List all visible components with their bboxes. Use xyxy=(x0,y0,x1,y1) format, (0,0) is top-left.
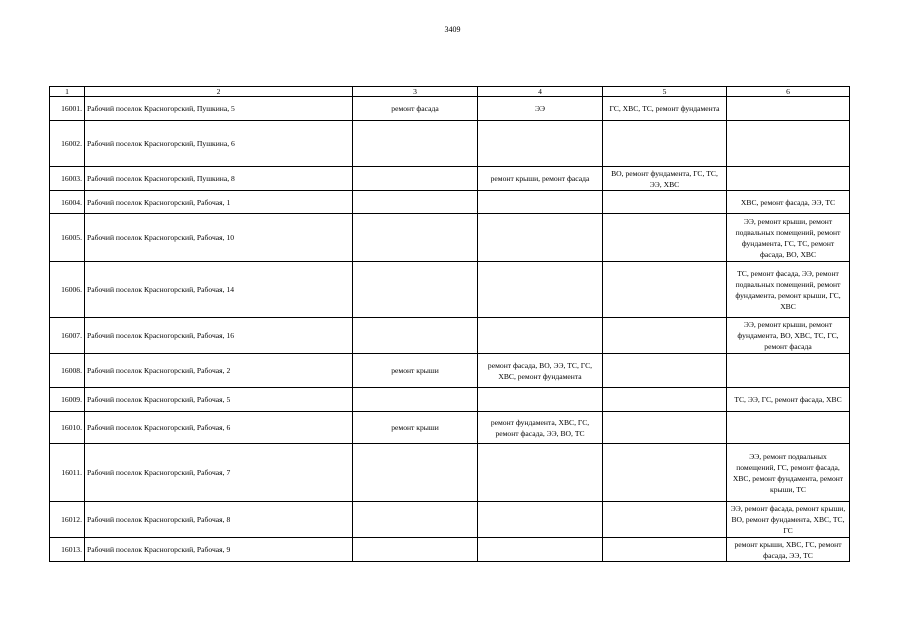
row-col-3 xyxy=(353,538,478,562)
row-col-3: ремонт фасада xyxy=(353,97,478,121)
header-col-4: 4 xyxy=(478,87,603,97)
row-number: 16007. xyxy=(50,318,85,354)
row-col-4 xyxy=(478,502,603,538)
row-col-4: ремонт крыши, ремонт фасада xyxy=(478,167,603,191)
row-number: 16010. xyxy=(50,412,85,444)
row-col-6: ЭЭ, ремонт крыши, ремонт фундамента, ВО, ХВС, ТС, ГС, ремонт фасада xyxy=(727,318,850,354)
table-row xyxy=(50,444,850,502)
table-row xyxy=(50,121,850,167)
row-col-5 xyxy=(603,388,727,412)
row-col-3 xyxy=(353,502,478,538)
row-address: Рабочий поселок Красногорский, Рабочая, 1 xyxy=(85,191,353,214)
row-col-4: ЭЭ xyxy=(478,97,603,121)
row-col-4 xyxy=(478,214,603,262)
row-col-4 xyxy=(478,121,603,167)
table-row xyxy=(50,262,850,318)
row-col-6: ЭЭ, ремонт подвальных помещений, ГС, ремонт фасада, ХВС, ремонт фундамента, ремонт крыши, ТС xyxy=(727,444,850,502)
row-col-3 xyxy=(353,318,478,354)
table-row xyxy=(50,502,850,538)
row-col-3 xyxy=(353,214,478,262)
table-row xyxy=(50,97,850,121)
row-col-6: ЭЭ, ремонт крыши, ремонт подвальных помещений, ремонт фундамента, ГС, ТС, ремонт фасада, ВО, ХВС xyxy=(727,214,850,262)
table-row xyxy=(50,191,850,214)
row-col-5 xyxy=(603,214,727,262)
row-col-6: ТС, ремонт фасада, ЭЭ, ремонт подвальных помещений, ремонт фундамента, ремонт крыши, ГС, ХВС xyxy=(727,262,850,318)
repair-table xyxy=(49,86,850,562)
row-col-6: ремонт крыши, ХВС, ГС, ремонт фасада, ЭЭ, ТС xyxy=(727,538,850,562)
row-number: 16009. xyxy=(50,388,85,412)
row-col-3 xyxy=(353,191,478,214)
row-col-5 xyxy=(603,121,727,167)
row-col-5 xyxy=(603,318,727,354)
row-col-3 xyxy=(353,388,478,412)
row-number: 16012. xyxy=(50,502,85,538)
row-col-6: ЭЭ, ремонт фасада, ремонт крыши, ВО, ремонт фундамента, ХВС, ТС, ГС xyxy=(727,502,850,538)
row-col-4 xyxy=(478,262,603,318)
row-address: Рабочий поселок Красногорский, Рабочая, 10 xyxy=(85,214,353,262)
table-row xyxy=(50,167,850,191)
row-col-4: ремонт фасада, ВО, ЭЭ, ТС, ГС, ХВС, ремонт фундамента xyxy=(478,354,603,388)
row-number: 16013. xyxy=(50,538,85,562)
row-address: Рабочий поселок Красногорский, Пушкина, 8 xyxy=(85,167,353,191)
row-number: 16003. xyxy=(50,167,85,191)
row-number: 16011. xyxy=(50,444,85,502)
header-col-1: 1 xyxy=(50,87,85,97)
table-row xyxy=(50,538,850,562)
row-address: Рабочий поселок Красногорский, Рабочая, 5 xyxy=(85,388,353,412)
row-col-6: ТС, ЭЭ, ГС, ремонт фасада, ХВС xyxy=(727,388,850,412)
row-col-5: ГС, ХВС, ТС, ремонт фундамента xyxy=(603,97,727,121)
row-col-6: ХВС, ремонт фасада, ЭЭ, ТС xyxy=(727,191,850,214)
row-col-6 xyxy=(727,121,850,167)
row-address: Рабочий поселок Красногорский, Рабочая, 8 xyxy=(85,502,353,538)
row-address: Рабочий поселок Красногорский, Рабочая, 14 xyxy=(85,262,353,318)
row-col-6 xyxy=(727,167,850,191)
table-row xyxy=(50,412,850,444)
row-col-5 xyxy=(603,191,727,214)
row-col-5: ВО, ремонт фундамента, ГС, ТС, ЭЭ, ХВС xyxy=(603,167,727,191)
row-address: Рабочий поселок Красногорский, Рабочая, 6 xyxy=(85,412,353,444)
row-number: 16005. xyxy=(50,214,85,262)
row-col-3: ремонт крыши xyxy=(353,412,478,444)
row-col-4 xyxy=(478,388,603,412)
page-number: 3409 xyxy=(444,25,461,34)
row-col-4 xyxy=(478,538,603,562)
row-address: Рабочий поселок Красногорский, Пушкина, 6 xyxy=(85,121,353,167)
row-number: 16006. xyxy=(50,262,85,318)
row-col-4: ремонт фундамента, ХВС, ГС, ремонт фасада, ЭЭ, ВО, ТС xyxy=(478,412,603,444)
row-col-4 xyxy=(478,191,603,214)
row-col-4 xyxy=(478,444,603,502)
row-col-5 xyxy=(603,412,727,444)
row-address: Рабочий поселок Красногорский, Рабочая, 2 xyxy=(85,354,353,388)
row-col-6 xyxy=(727,97,850,121)
row-col-5 xyxy=(603,354,727,388)
row-address: Рабочий поселок Красногорский, Рабочая, 7 xyxy=(85,444,353,502)
row-address: Рабочий поселок Красногорский, Рабочая, 9 xyxy=(85,538,353,562)
row-col-3: ремонт крыши xyxy=(353,354,478,388)
header-col-5: 5 xyxy=(603,87,727,97)
row-address: Рабочий поселок Красногорский, Пушкина, 5 xyxy=(85,97,353,121)
row-col-5 xyxy=(603,502,727,538)
row-col-5 xyxy=(603,538,727,562)
row-number: 16004. xyxy=(50,191,85,214)
row-col-6 xyxy=(727,412,850,444)
row-col-6 xyxy=(727,354,850,388)
table-row xyxy=(50,354,850,388)
row-col-3 xyxy=(353,121,478,167)
row-col-3 xyxy=(353,444,478,502)
table-row xyxy=(50,214,850,262)
table-row xyxy=(50,388,850,412)
row-col-3 xyxy=(353,262,478,318)
row-number: 16008. xyxy=(50,354,85,388)
row-address: Рабочий поселок Красногорский, Рабочая, 16 xyxy=(85,318,353,354)
row-col-5 xyxy=(603,262,727,318)
table-row xyxy=(50,318,850,354)
row-col-5 xyxy=(603,444,727,502)
row-number: 16001. xyxy=(50,97,85,121)
header-col-3: 3 xyxy=(353,87,478,97)
header-col-2: 2 xyxy=(85,87,353,97)
row-number: 16002. xyxy=(50,121,85,167)
row-col-4 xyxy=(478,318,603,354)
header-row xyxy=(50,87,850,97)
header-col-6: 6 xyxy=(727,87,850,97)
row-col-3 xyxy=(353,167,478,191)
